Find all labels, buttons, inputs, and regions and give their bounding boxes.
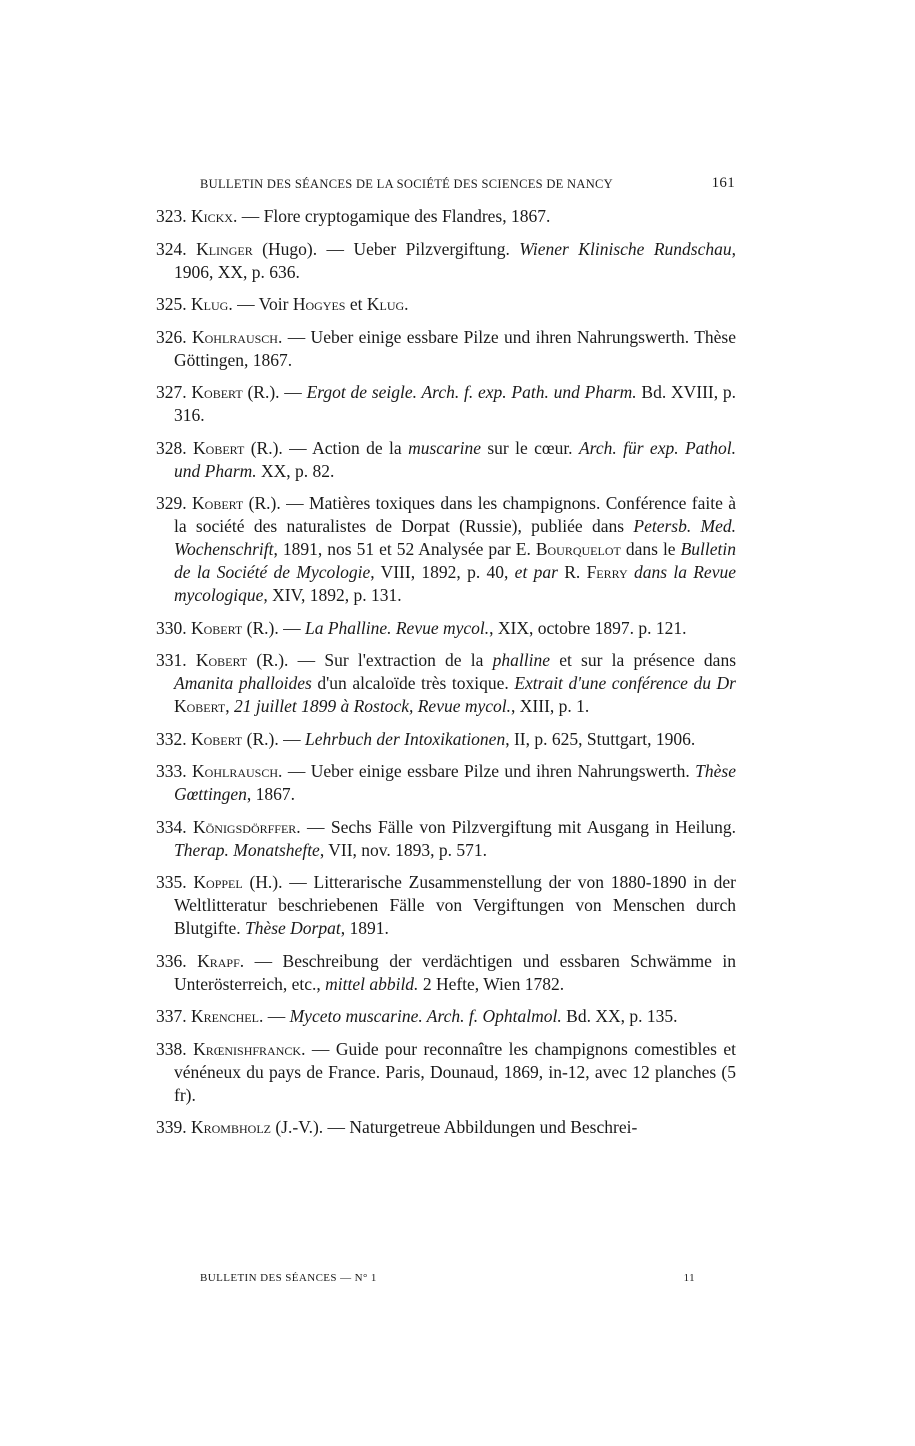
author-name: Kobert	[174, 696, 226, 716]
entry-text: . — Ueber einige essbare Pilze und ihren Nahrungswerth. Thèse Göttingen, 1867.	[174, 326, 736, 370]
author-name: Ferry	[586, 562, 628, 582]
entry-text: , XIX, octobre 1897. p. 121.	[489, 617, 687, 638]
italic-title: Wiener Klinische Rundschau	[519, 238, 732, 259]
entry-text: . — Flore cryptogamique des Flandres, 1867.	[232, 206, 551, 226]
entry-text: (R.). — Matières toxiques dans les champignons. Conférence faite à la société des naturalistes de Dorpat (Russie), publiée dans	[174, 493, 736, 536]
entry-text: 324.	[156, 238, 197, 259]
italic-title: phalline	[492, 650, 550, 670]
entry-text: 327.	[156, 382, 192, 402]
author-name: Krenchel	[191, 1006, 259, 1026]
italic-title: La Phalline. Revue mycol.	[304, 617, 490, 638]
entry-text: . — Guide pour reconnaître les champignons comestibles et vénéneux du pays de France. Paris, Dounaud, 1869, in-12, avec 12 planches (5 fr).	[174, 1038, 736, 1105]
entry-text: (H.). — Litterarische Zusammenstellung der von 1880-1890 in der Weltlitteratur beschriebenen Fälle von Vergiftungen von Menschen durch Blutgifte.	[174, 872, 736, 938]
bibliography-entry	[156, 326, 736, 372]
bibliography-entry	[156, 1038, 736, 1107]
author-name: Kobert	[192, 493, 244, 513]
italic-title: Lehrbuch der Intoxikationen	[304, 728, 506, 749]
running-title: BULLETIN DES SÉANCES DE LA SOCIÉTÉ DES SCIENCES DE NANCY	[200, 177, 613, 191]
author-name: Kobert	[191, 382, 243, 402]
bibliography-entry	[156, 617, 736, 640]
italic-title: Ergot de seigle. Arch. f. exp. Path. und Pharm.	[306, 382, 637, 402]
bibliography-entry	[156, 950, 736, 996]
entry-text: 330.	[156, 617, 191, 638]
italic-title: Thèse Gœttingen	[174, 761, 736, 804]
entry-text: (R.). — Action de la	[244, 437, 409, 458]
entry-text: (Hugo). — Ueber Pilzvergiftung.	[252, 238, 520, 259]
entry-text: . — Beschreibung der verdächtigen und essbaren Schwämme in Unterösterreich, etc.,	[174, 950, 737, 994]
entry-text: , 1891, nos 51 et 52 Analysée par E.	[273, 539, 536, 559]
author-name: Kobert	[191, 617, 243, 638]
entry-text: . —	[258, 1006, 290, 1026]
bibliography-entry	[156, 381, 736, 427]
bibliography-entry	[156, 816, 736, 862]
italic-title: 21 juillet 1899 à Rostock, Revue mycol.	[234, 696, 512, 716]
author-name: Kobert	[191, 728, 243, 749]
signature-number: 11	[683, 1272, 695, 1284]
italic-title: Myceto muscarine. Arch. f. Ophtalmol.	[289, 1006, 562, 1026]
entry-text: , 1906, XX, p. 636.	[174, 238, 736, 282]
author-name: Kobert	[193, 437, 245, 458]
entry-text: et sur la présence dans	[550, 650, 737, 670]
entry-text: , XIII, p. 1.	[511, 696, 590, 716]
italic-title: et par	[514, 562, 558, 582]
entry-text: , II, p. 625, Stuttgart, 1906.	[505, 728, 696, 749]
author-name: Koppel	[193, 872, 243, 892]
signature-line: BULLETIN DES SÉANCES — N° 1	[200, 1272, 377, 1284]
entry-text: XIV, 1892, p. 131.	[267, 585, 402, 605]
author-name: Kobert	[195, 650, 248, 670]
entry-text: 325.	[156, 294, 191, 314]
author-name: Klug	[191, 294, 229, 314]
entry-text: 2 Hefte, Wien 1782.	[418, 973, 565, 994]
bibliography-entry	[156, 1005, 736, 1028]
bibliography-entry	[156, 1116, 736, 1139]
bibliography-list	[156, 205, 736, 1149]
entry-text: sur le cœur.	[480, 437, 579, 458]
bibliography-entry	[156, 871, 736, 940]
entry-text: 334.	[156, 816, 193, 837]
author-name: Krapf	[197, 950, 240, 971]
author-name: Kohlrausch	[191, 326, 278, 347]
author-name: Kohlrausch	[192, 761, 279, 781]
bibliography-entry	[156, 293, 736, 316]
bibliography-entry	[156, 238, 736, 284]
author-name: Krombholz	[191, 1117, 271, 1137]
running-header	[200, 177, 735, 192]
entry-text: (R.). —	[242, 728, 305, 749]
entry-text: 333.	[156, 761, 193, 781]
bibliography-entry	[156, 728, 736, 751]
italic-title: mittel abbild.	[325, 973, 419, 994]
entry-text: (R.). —	[242, 382, 307, 402]
bibliography-entry	[156, 760, 736, 806]
page-number: 161	[711, 175, 735, 191]
entry-text: d'un alcaloïde très toxique.	[311, 673, 515, 693]
entry-text: , 1891.	[340, 918, 389, 938]
bibliography-entry	[156, 649, 736, 718]
entry-text: Bd. XVIII, p. 316.	[174, 382, 737, 425]
author-name: Kickx	[191, 206, 233, 226]
italic-title: Arch. für exp. Pathol. und Pharm.	[174, 437, 737, 481]
entry-text: 328.	[156, 437, 194, 458]
italic-title: Bulletin de la Société de Mycologie	[174, 539, 736, 582]
entry-text: . — Sechs Fälle von Pilzvergiftung mit Ausgang in Heilung.	[296, 816, 737, 837]
bibliography-entry	[156, 205, 736, 228]
entry-text: 323.	[156, 206, 191, 226]
entry-text: , 1867.	[246, 784, 296, 804]
author-name: Bourquelot	[535, 539, 621, 559]
italic-title: dans la Revue mycologique,	[174, 562, 736, 605]
entry-text: 332.	[156, 728, 191, 749]
entry-text: .	[404, 294, 409, 314]
entry-text: . — Voir	[228, 294, 293, 314]
entry-text: (R.). — Sur l'extraction de la	[247, 650, 493, 670]
italic-title: muscarine	[408, 437, 481, 458]
entry-text: XX, p. 82.	[256, 460, 335, 481]
entry-text: 336.	[156, 950, 198, 971]
entry-text: , VII, nov. 1893, p. 571.	[319, 839, 488, 860]
entry-text: 335.	[156, 872, 194, 892]
bibliography-entry	[156, 437, 736, 483]
entry-text: R.	[557, 562, 587, 582]
entry-text: . — Ueber einige essbare Pilze und ihren Nahrungswerth.	[278, 761, 696, 781]
entry-text: 329.	[156, 493, 193, 513]
entry-text: 339.	[156, 1117, 191, 1137]
entry-text: 338.	[156, 1038, 194, 1059]
entry-text: 326.	[156, 326, 192, 347]
italic-title: Extrait d'une conférence du Dr	[514, 673, 736, 693]
entry-text: (R.). —	[242, 617, 305, 638]
author-name: Klinger	[196, 238, 253, 259]
author-name: Königsdörffer	[192, 816, 297, 837]
author-name: Hogyes	[292, 294, 346, 314]
italic-title: Amanita phalloides	[174, 673, 312, 693]
entry-text: et	[345, 294, 367, 314]
author-name: Klug	[366, 294, 405, 314]
entry-text: (J.-V.). — Naturgetreue Abbildungen und Beschrei-	[270, 1117, 638, 1137]
printer-signature	[200, 1272, 695, 1284]
author-name: Krœnishfranck	[193, 1038, 302, 1059]
italic-title: Thèse Dorpat	[244, 918, 341, 938]
italic-title: Petersb. Med. Wochenschrift	[174, 516, 736, 559]
entry-text: ,	[225, 696, 235, 716]
entry-text: dans le	[620, 539, 681, 559]
entry-text: 337.	[156, 1006, 191, 1026]
entry-text: 331.	[156, 650, 196, 670]
bibliography-entry	[156, 492, 736, 607]
entry-text: Bd. XX, p. 135.	[561, 1006, 678, 1026]
entry-text: , VIII, 1892, p. 40,	[370, 562, 515, 582]
italic-title: Therap. Monatshefte	[174, 839, 320, 860]
